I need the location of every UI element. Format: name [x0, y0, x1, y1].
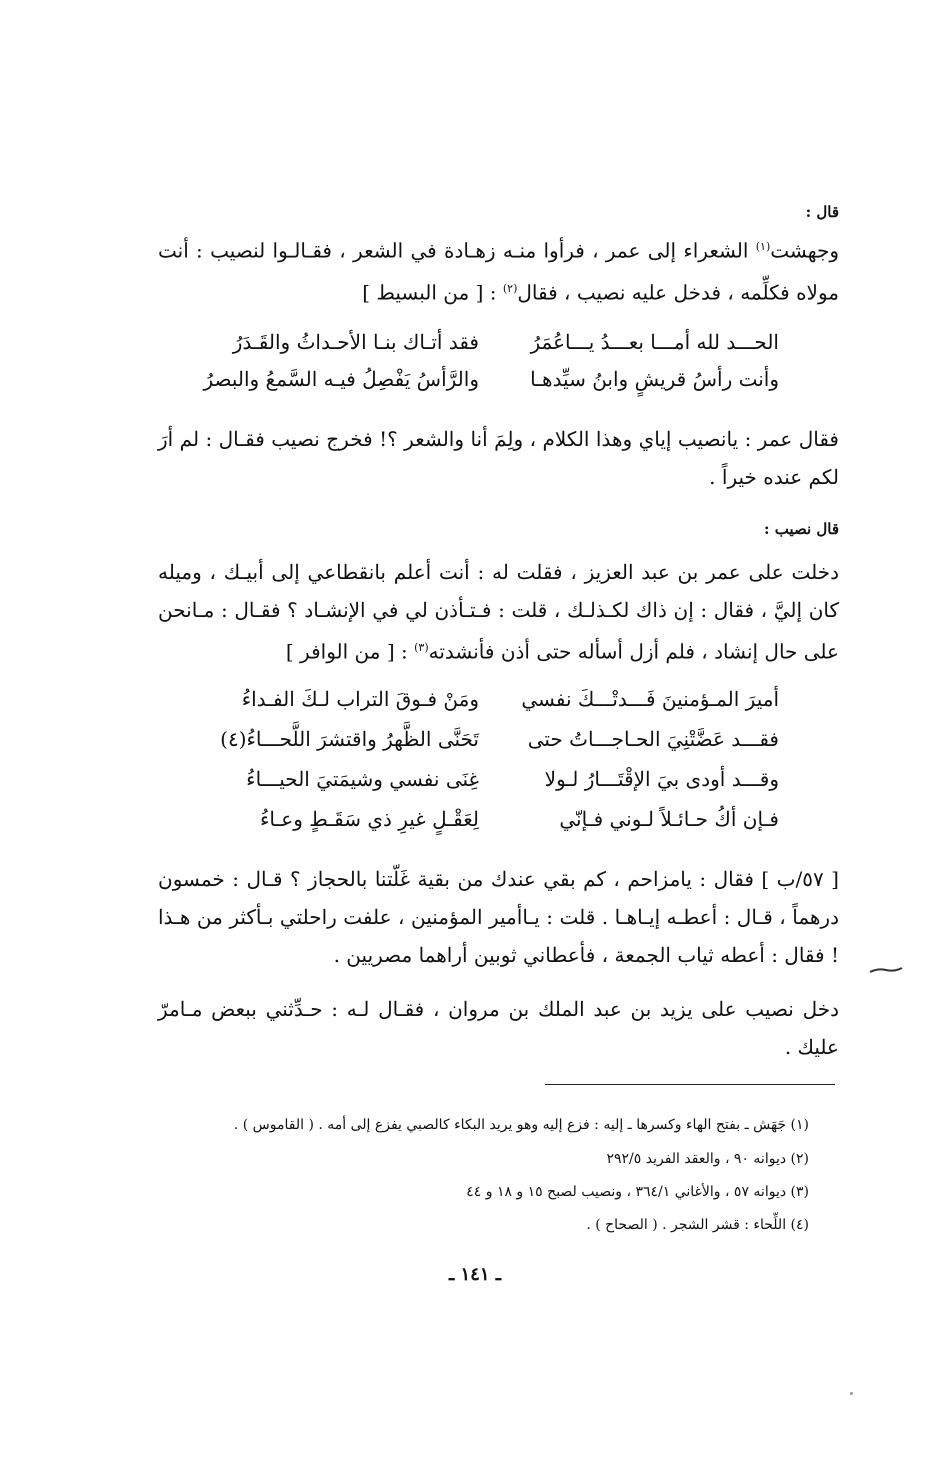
prose-paragraph: دخل نصيب على يزيد بن عبد الملك بن مروان ، فقـال لـه : حـدِّثني ببعض مـامرّ عليك .: [158, 997, 839, 1059]
verse-line: [179, 367, 779, 401]
footnote-ref[interactable]: (٣): [414, 641, 429, 654]
verse-second-hemistich: غِنَى نفسي وشيمَتيَ الحيـــاءُ: [246, 767, 479, 791]
footnote-ref[interactable]: (٢): [502, 281, 518, 295]
verse-first-hemistich: وقـــد أودى بيَ الإقْتَـــارُ لـولا: [544, 767, 779, 791]
verse-first-hemistich: الحـــد لله أمـــا بعـــدُ يـــاعُمَرُ: [530, 330, 779, 354]
footnote: (٤) اللِّحاء : قشر الشجر . ( الصحاح ) .: [586, 1217, 809, 1233]
section-heading: قال نصيب :: [763, 520, 839, 538]
verse-second-hemistich: فقد أتـاك بنـا الأحـداثُ والقَـدَرُ: [232, 330, 479, 354]
verse-second-hemistich: تَحَنَّى الظَّهرُ واقتشرَ اللَّحـــاءُ(٤): [220, 727, 479, 751]
verse-second-hemistich: لِعَقْـلٍ غيرِ ذي سَقَـطٍ وعـاءُ: [259, 807, 479, 831]
footnote: (١) جَهَش ـ بفتح الهاء وكسرها ـ إليه : فزع إليه وهو يريد البكاء كالصبي يفزع إلى أمه . ( القاموس ) .: [233, 1117, 809, 1133]
prose-paragraph: وجهشت$^{(١)}$ الشعراء إلى عمر ، فرأوا منـه زهـادة في الشعر ، فقـالـوا لنصيب : أنت مولاه فكلِّمه ، فدخل عليه نصيب ، فقال$^{(٢)}$ : [ من البسيط ]: [158, 238, 839, 305]
verse-first-hemistich: فـإن أكُ حـائـلاً لـوني فـإنّي: [559, 807, 779, 831]
prose-paragraph: [ ٥٧/ب ] فقال : يامزاحم ، كم بقي عندك من بقية غَلّتنا بالحجاز ؟ قـال : خمسون درهماً ، قـال : أعطـه إيـاهـا . قلت : يـاأمير المؤمنين ، علفت راحلتي بـأكثر من هـذا ! فقال : أعطه ثياب الجمعة ، فأعطاني ثوبين أراهما مصريين .: [158, 867, 839, 967]
prose-paragraph: فقال عمر : يانصيب إياي وهذا الكلام ، ولِمَ أنا والشعر ؟! فخرج نصيب فقـال : لم أرَ لكم عنده خيراً .: [158, 427, 839, 489]
verse-line: [179, 727, 779, 761]
prose-paragraph: دخلت على عمر بن عبد العزيز ، فقلت له : أنت أعلم بانقطاعي إلى أبيـك ، وميله كان إليَّ ، فقال : إن ذاك لكـذلـك ، قلت : فـتـأذن لي في الإنشـاد ؟ فقـال : مـانحن على حال إنشاد ، فلم أزل أسأله حتى أذن فأنشدته$^{(٣)}$ : [ من الوافر ]: [158, 560, 839, 664]
margin-mark: [868, 965, 904, 975]
verse-second-hemistich: ومَنْ فـوقَ التراب لـكَ الفـداءُ: [241, 687, 479, 711]
page-number: ـ ١٤١ ـ: [448, 1264, 502, 1285]
verse-line: [179, 767, 779, 801]
verse-line: [179, 687, 779, 721]
verse-line: [179, 330, 779, 364]
footnote-ref[interactable]: (١): [755, 240, 771, 253]
scan-speck: [850, 1392, 853, 1395]
footnote-rule: [545, 1084, 835, 1085]
footnote: (٢) ديوانه ٩٠ ، والعقد الفريد ٢٩٢/٥: [606, 1151, 809, 1167]
verse-first-hemistich: فقـــد عَضَّتْنِيَ الحـاجـــاتُ حتى: [527, 727, 779, 751]
verse-line: [179, 807, 779, 841]
section-heading: قال :: [805, 203, 839, 221]
verse-first-hemistich: وأنت رأسُ قريشٍ وابنُ سيِّدهـا: [530, 367, 779, 391]
verse-first-hemistich: أميرَ المـؤمنينَ فَـــدتْـــكَ نفسي: [521, 687, 779, 711]
verse-second-hemistich: والرَّأسُ يَفْصِلُ فيـه السَّمعُ والبصرُ: [203, 367, 479, 391]
footnote: (٣) ديوانه ٥٧ ، والأغاني ٣٦٤/١ ، ونصيب لصبح ١٥ و ١٨ و ٤٤: [466, 1184, 809, 1200]
